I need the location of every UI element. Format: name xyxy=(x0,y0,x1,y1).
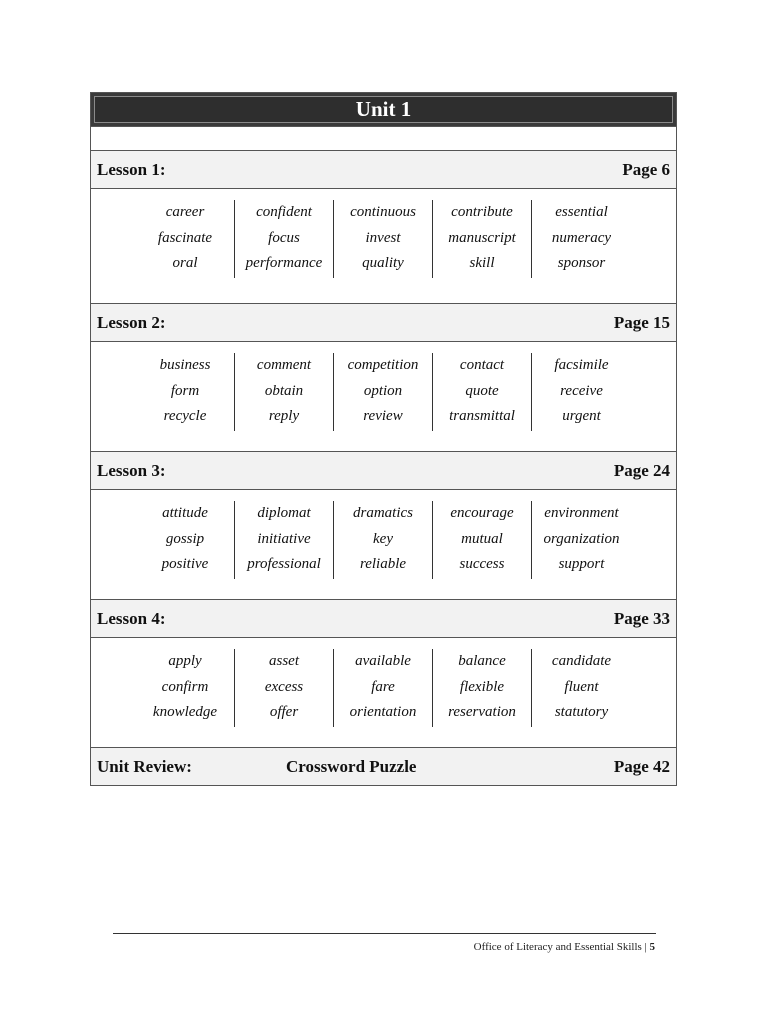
vocab-word: positive xyxy=(161,556,209,572)
vocab-word: dramatics xyxy=(353,505,413,521)
word-column xyxy=(532,200,631,278)
lesson-1-header xyxy=(91,151,676,189)
lesson-4-label: Lesson 4: xyxy=(97,608,166,628)
word-column xyxy=(334,649,433,727)
vocab-word: focus xyxy=(268,229,300,246)
word-column xyxy=(235,353,334,431)
vocab-word: urgent xyxy=(562,408,601,424)
lesson-2-header xyxy=(91,304,676,342)
unit-title: Unit 1 xyxy=(94,96,673,123)
footer xyxy=(474,941,655,953)
vocab-word: environment xyxy=(544,505,619,521)
word-column xyxy=(235,200,334,278)
word-column xyxy=(532,501,631,579)
lesson-2-page: Page 15 xyxy=(613,312,670,332)
vocab-word: flexible xyxy=(459,678,505,695)
vocab-word: skill xyxy=(469,255,495,271)
lesson-3-header xyxy=(91,452,676,490)
vocab-word: oral xyxy=(172,255,198,271)
vocab-word: reservation xyxy=(448,704,516,720)
word-column xyxy=(136,649,235,727)
vocab-word: apply xyxy=(168,653,202,669)
vocab-word: contact xyxy=(459,357,505,373)
vocab-word: attitude xyxy=(162,505,208,521)
vocab-word: key xyxy=(373,530,393,547)
vocab-word: encourage xyxy=(450,505,514,521)
lesson-3-label: Lesson 3: xyxy=(97,460,166,480)
word-column xyxy=(433,649,532,727)
lesson-4-page: Page 33 xyxy=(613,608,670,628)
word-column xyxy=(334,501,433,579)
vocab-word: available xyxy=(355,653,411,669)
vocab-word: confirm xyxy=(161,678,209,695)
vocab-word: mutual xyxy=(461,530,503,547)
word-column xyxy=(334,353,433,431)
word-column xyxy=(334,200,433,278)
vocab-word: option xyxy=(363,382,403,399)
unit-review-label: Unit Review: xyxy=(97,756,192,776)
vocab-word: performance xyxy=(245,255,323,271)
vocab-word: balance xyxy=(458,653,506,669)
vocab-word: continuous xyxy=(350,204,416,220)
word-column xyxy=(433,353,532,431)
lesson-4-words xyxy=(91,638,676,748)
vocab-word: fluent xyxy=(564,678,599,695)
word-column xyxy=(433,200,532,278)
lesson-4-header xyxy=(91,600,676,638)
spacer-row xyxy=(91,127,676,151)
vocab-word: reply xyxy=(268,408,300,424)
vocab-word: organization xyxy=(543,530,620,547)
vocab-word: review xyxy=(363,408,403,424)
vocab-word: career xyxy=(165,204,205,220)
vocab-word: professional xyxy=(247,556,321,572)
vocab-word: contribute xyxy=(451,204,513,220)
vocab-word: obtain xyxy=(264,382,304,399)
vocab-word: recycle xyxy=(163,408,207,424)
vocab-word: numeracy xyxy=(551,229,612,246)
vocab-word: quality xyxy=(362,255,404,271)
unit-review-row xyxy=(91,748,676,785)
vocab-word: offer xyxy=(269,704,299,720)
lesson-1-page: Page 6 xyxy=(622,159,670,179)
word-column xyxy=(136,200,235,278)
vocab-word: fare xyxy=(371,678,395,695)
vocab-word: essential xyxy=(555,204,608,220)
vocab-word: gossip xyxy=(165,530,205,547)
unit-review-page: Page 42 xyxy=(613,756,670,776)
vocab-word: transmittal xyxy=(449,408,515,424)
word-column xyxy=(235,649,334,727)
word-column xyxy=(532,649,631,727)
vocab-word: reliable xyxy=(359,556,407,572)
vocab-word: sponsor xyxy=(557,255,606,271)
footer-page-number: 5 xyxy=(649,941,655,953)
unit-review-activity: Crossword Puzzle xyxy=(286,756,417,776)
lesson-2-label: Lesson 2: xyxy=(97,312,166,332)
vocab-word: candidate xyxy=(551,653,612,669)
vocab-word: fascinate xyxy=(157,229,213,246)
word-column xyxy=(136,501,235,579)
vocab-word: confident xyxy=(256,204,312,220)
vocab-word: manuscript xyxy=(448,229,516,246)
unit-header xyxy=(91,93,676,127)
lesson-1-words xyxy=(91,189,676,304)
lesson-3-page: Page 24 xyxy=(613,460,670,480)
word-column xyxy=(136,353,235,431)
vocab-word: orientation xyxy=(349,704,417,720)
vocab-word: asset xyxy=(269,653,299,669)
vocab-word: receive xyxy=(560,382,603,399)
vocab-word: support xyxy=(558,556,605,572)
footer-rule xyxy=(113,933,656,934)
vocab-word: invest xyxy=(365,229,401,246)
vocab-word: form xyxy=(170,382,200,399)
footer-separator: | xyxy=(644,941,647,953)
vocab-word: knowledge xyxy=(152,704,218,720)
footer-org: Office of Literacy and Essential Skills xyxy=(473,941,642,953)
unit-table xyxy=(90,92,677,786)
lesson-3-words xyxy=(91,490,676,600)
word-column xyxy=(532,353,631,431)
vocab-word: facsimile xyxy=(554,357,609,373)
vocab-word: competition xyxy=(347,357,419,373)
word-column xyxy=(433,501,532,579)
word-column xyxy=(235,501,334,579)
vocab-word: success xyxy=(459,556,505,572)
lesson-1-label: Lesson 1: xyxy=(97,159,166,179)
vocab-word: statutory xyxy=(554,704,609,720)
lesson-2-words xyxy=(91,342,676,452)
vocab-word: business xyxy=(159,357,211,373)
vocab-word: comment xyxy=(256,357,312,373)
vocab-word: initiative xyxy=(257,530,311,547)
vocab-word: excess xyxy=(264,678,304,695)
vocab-word: quote xyxy=(465,382,499,399)
vocab-word: diplomat xyxy=(257,505,311,521)
